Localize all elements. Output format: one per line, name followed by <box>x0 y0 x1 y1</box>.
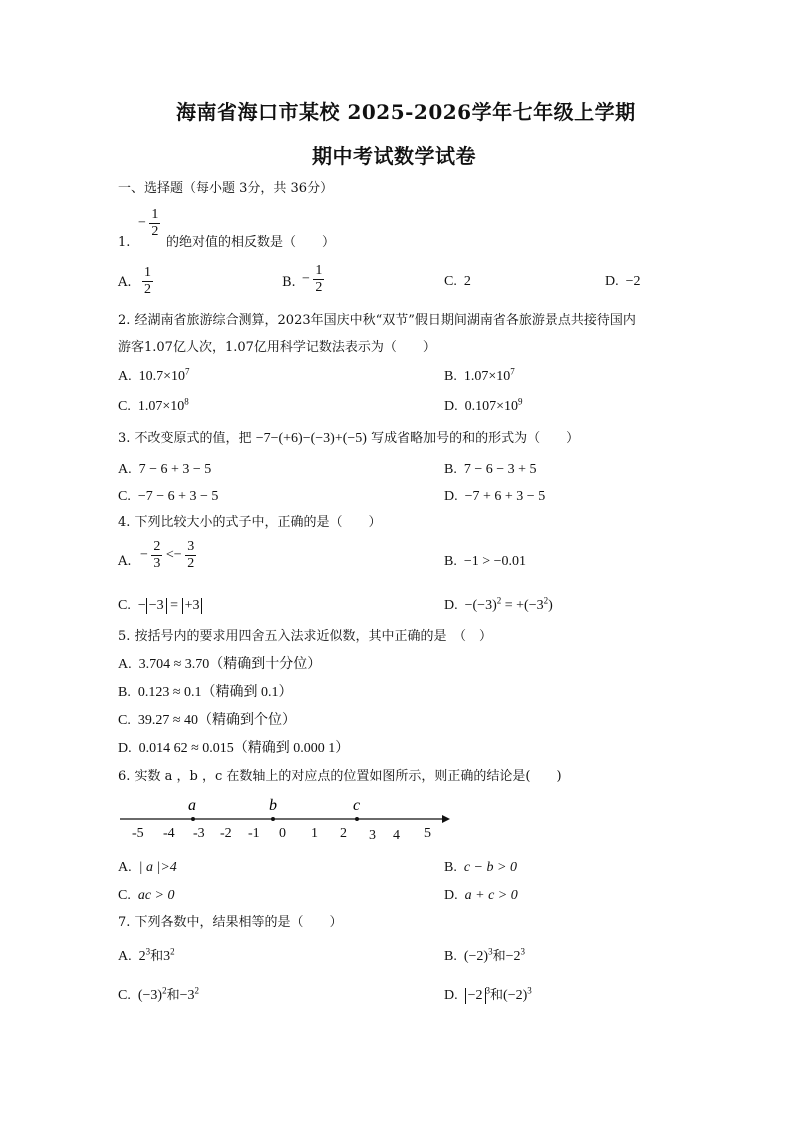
q2-stem-line2: 游客1.07亿人次，1.07亿用科学记数法表示为（ ） <box>118 340 436 355</box>
q1-fraction: − $\frac{1}{2}$ <box>138 207 159 239</box>
point-c-dot <box>355 817 359 821</box>
tick-label: 2 <box>340 826 347 841</box>
tick-label: 5 <box>424 826 431 841</box>
q6-option-b: B. c − b > 0 <box>444 860 517 875</box>
q5-option-a: A. 3.704 ≈ 3.70（精确到十分位） <box>118 657 322 672</box>
tick-label: -1 <box>248 826 260 841</box>
q5-option-c: C. 39.27 ≈ 40（精确到个位） <box>118 713 297 728</box>
tick-label: 4 <box>393 828 400 843</box>
q3-option-c: C. −7 − 6 + 3 − 5 <box>118 489 219 504</box>
point-b-label: b <box>269 797 277 814</box>
q1-stem: 的绝对值的相反数是（ ） <box>166 235 336 250</box>
number-line-figure <box>118 795 458 845</box>
q7-option-a: A. $2^3$和$3^2$ <box>118 946 175 964</box>
tick-label: -4 <box>163 826 175 841</box>
q4-option-b: B. −1 > −0.01 <box>444 554 527 569</box>
q4-option-c: C. − −3 = +3 <box>118 597 202 615</box>
q1-number: 1. <box>118 235 131 250</box>
q3-option-d: D. −7 + 6 + 3 − 5 <box>444 489 546 504</box>
q1-option-d: D. −2 <box>605 274 641 289</box>
q2-stem-line1: 2. 经湖南省旅游综合测算，2023年国庆中秋“双节”假日期间湖南省各旅游景点共接待国内 <box>118 313 636 328</box>
q4-option-d: D. $-(-3)^2 = +(-3^2)$ <box>444 595 553 613</box>
q5-stem: 5. 按括号内的要求用四舍五入法求近似数，其中正确的是 （ ） <box>118 629 493 644</box>
point-c-label: c <box>353 797 361 814</box>
q2-option-a: A. $10.7\times 10^7$ <box>118 366 190 384</box>
exam-title-line1: 海南省海口市某校 2025-2026学年七年级上学期 <box>176 100 636 124</box>
q3-option-b: B. 7 − 6 − 3 + 5 <box>444 462 537 477</box>
q7-stem: 7. 下列各数中，结果相等的是（ ） <box>118 915 343 930</box>
q3-expression: −7−(+6)−(−3)+(−5) <box>255 431 367 446</box>
point-b-dot <box>271 817 275 821</box>
q3-stem: 3. 不改变原式的值，把 −7−(+6)−(−3)+(−5) 写成省略加号的和的形式为（ ） <box>118 431 580 446</box>
tick-label: 1 <box>311 826 318 841</box>
q5-option-d: D. 0.014 62 ≈ 0.015（精确到 0.000 1） <box>118 741 350 756</box>
exam-title-line2: 期中考试数学试卷 <box>312 144 476 168</box>
q2-option-b: B. $1.07\times 10^7$ <box>444 366 515 384</box>
q6-option-d: D. a + c > 0 <box>444 888 518 903</box>
q6-option-c: C. ac > 0 <box>118 888 175 903</box>
tick-label: -2 <box>220 826 232 841</box>
tick-label: -5 <box>132 826 144 841</box>
q7-option-b: B. $(-2)^3$和$-2^3$ <box>444 946 525 964</box>
q5-option-b: B. 0.123 ≈ 0.1（精确到 0.1） <box>118 685 293 700</box>
number-line-arrow <box>442 815 450 823</box>
number-line-ticks <box>132 826 431 843</box>
q1-option-c: C. 2 <box>444 274 471 289</box>
tick-label: 0 <box>279 826 286 841</box>
q7-option-c: C. $(-3)^2$和$-3^2$ <box>118 985 199 1003</box>
q2-option-c: C. $1.07\times 10^8$ <box>118 396 189 414</box>
tick-label: 3 <box>369 828 376 843</box>
q2-option-d: D. $0.107\times 10^9$ <box>444 396 523 414</box>
section-header: 一、选择题（每小题 3分，共 36分） <box>118 181 334 196</box>
q6-option-a: A. | a |>4 <box>118 860 177 875</box>
point-a-dot <box>191 817 195 821</box>
q6-stem: 6. 实数 a ，b ，c 在数轴上的对应点的位置如图所示，则正确的结论是( ) <box>118 769 562 784</box>
q4-stem: 4. 下列比较大小的式子中，正确的是（ ） <box>118 515 382 530</box>
tick-label: -3 <box>193 826 205 841</box>
q3-option-a: A. 7 − 6 + 3 − 5 <box>118 462 212 477</box>
point-a-label: a <box>188 797 196 814</box>
q7-option-d: D. −2 $^3$和$(-2)^3$ <box>444 985 532 1003</box>
